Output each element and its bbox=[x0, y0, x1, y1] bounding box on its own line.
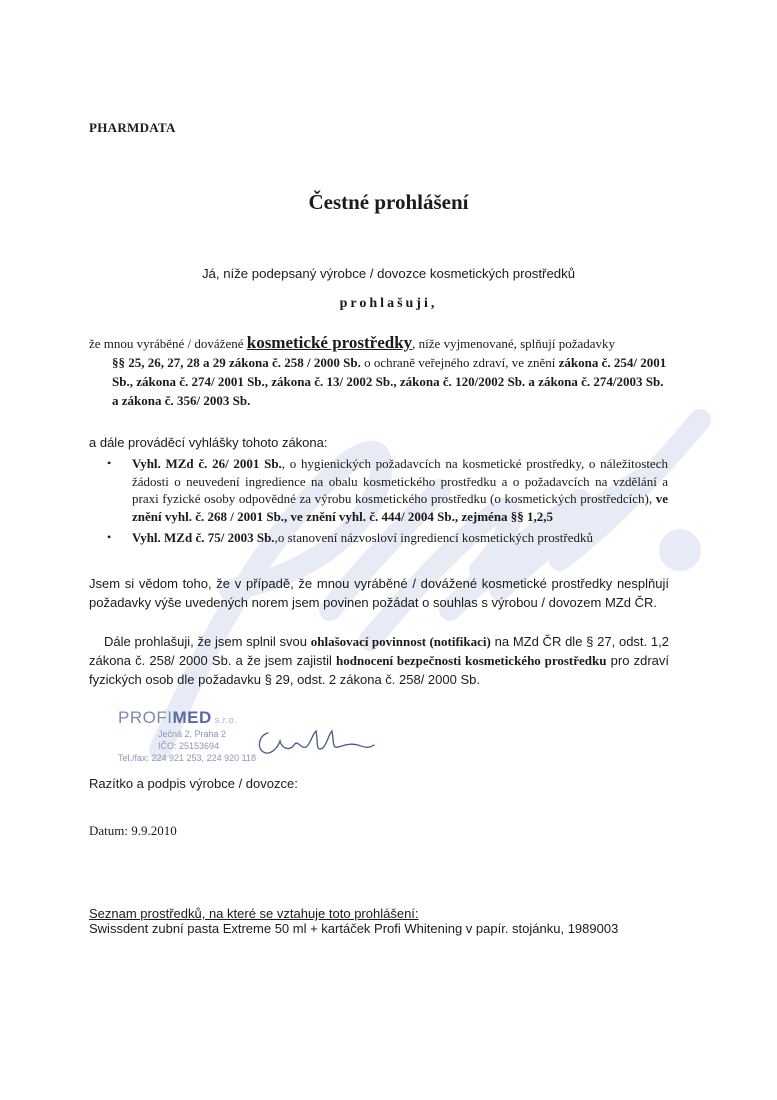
p4-notification: ohlašovací povinnost (notifikaci) bbox=[310, 634, 491, 649]
paragraph-notification bbox=[89, 632, 669, 689]
p1-amendments: zákona č. 254/ 2001 Sb., zákona č. 274/ 2001 Sb., zákona č. 13/ 2002 Sb., zákona č. 120/2002 Sb. a zákona č. 274/2003 Sb. a zákona č. 356/ 2003 Sb. bbox=[112, 355, 667, 408]
list-item bbox=[104, 529, 668, 547]
stamp-logo bbox=[118, 708, 268, 728]
declaration-word: prohlašuji, bbox=[339, 296, 438, 311]
p1-laws: §§ 25, 26, 27, 28 a 29 zákona č. 258 / 2000 Sb. bbox=[112, 355, 361, 370]
document-date: Datum: 9.9.2010 bbox=[89, 823, 177, 838]
intro-line: Já, níže podepsaný výrobce / dovozce kosmetických prostředků bbox=[201, 266, 576, 281]
p1-pre: že mnou vyráběné / dovážené bbox=[89, 336, 247, 351]
stamp-logo-b: MED bbox=[172, 708, 212, 727]
p1-continuation bbox=[89, 353, 669, 410]
regulation-text: , o hygienických požadavcích na kosmetické prostředky, o náležitostech žádosti o neuvedení ingredience na obalu kosmetického prostředku a o požadavcích na vzdělání a praxi fyzické osoby odpovědné za výrobu kosmetického prostředku (o kosmetických prostředcích), bbox=[132, 456, 668, 506]
stamp-logo-a: PROFI bbox=[118, 708, 173, 727]
paragraph-regulations-intro: a dále prováděcí vyhlášky tohoto zákona: bbox=[89, 435, 328, 450]
regulation-name: Vyhl. MZd č. 26/ 2001 Sb. bbox=[132, 456, 282, 471]
document-title: Čestné prohlášení bbox=[308, 190, 469, 214]
regulation-amendment: ve znění vyhl. č. 268 / 2001 Sb., ve znění vyhl. č. 444/ 2004 Sb., zejména §§ 1,2,5 bbox=[132, 491, 668, 524]
stamp-ico: IČO: 25153694 bbox=[158, 741, 220, 751]
p4-a: Dále prohlašuji, že jsem splnil svou bbox=[104, 634, 311, 649]
paragraph-awareness: Jsem si vědom toho, že v případě, že mnou vyráběné / dovážené kosmetické prostředky nesplňují požadavky výše uvedených norem jsem povinen požádat o souhlas s výrobou / dovozem MZd ČR. bbox=[89, 576, 669, 610]
p1-mid: o ochraně veřejného zdraví, ve znění bbox=[360, 355, 559, 370]
company-header: PHARMDATA bbox=[89, 120, 176, 135]
stamp-label: Razítko a podpis výrobce / dovozce: bbox=[89, 776, 298, 791]
list-item bbox=[104, 455, 668, 525]
p1-post: , níže vyjmenované, splňují požadavky bbox=[412, 336, 616, 351]
product-list-item: Swissdent zubní pasta Extreme 50 ml + kartáček Profi Whitening v papír. stojánku, 1989003 bbox=[89, 921, 619, 936]
regulation-name: Vyhl. MZd č. 75/ 2003 Sb. bbox=[132, 530, 275, 545]
paragraph-compliance bbox=[89, 333, 669, 410]
regulation-text: ,o stanovení názvosloví ingrediencí kosmetických prostředků bbox=[274, 530, 593, 545]
p4-c: na MZd ČR dle § 27, odst. 1,2 zákona č. 258/ 2000 Sb. a že jsem zajistil bbox=[89, 634, 669, 668]
company-stamp bbox=[118, 708, 268, 770]
p4-d: pro zdraví fyzických osob dle požadavku § 29, odst. 2 zákona č. 258/ 2000 Sb. bbox=[89, 653, 669, 687]
product-list-title: Seznam prostředků, na které se vztahuje toto prohlášení: bbox=[89, 906, 419, 921]
p4-safety: hodnocení bezpečnosti kosmetického prostředku bbox=[336, 653, 607, 668]
regulations-list bbox=[104, 455, 668, 551]
signature-graphic bbox=[250, 725, 380, 759]
product-type: kosmetické prostředky bbox=[246, 333, 413, 352]
stamp-phone: Tel./fax: 224 921 253, 224 920 118 bbox=[118, 753, 256, 763]
stamp-logo-c: s.r.o. bbox=[211, 715, 238, 725]
stamp-address: Ječná 2, Praha 2 bbox=[158, 729, 227, 739]
